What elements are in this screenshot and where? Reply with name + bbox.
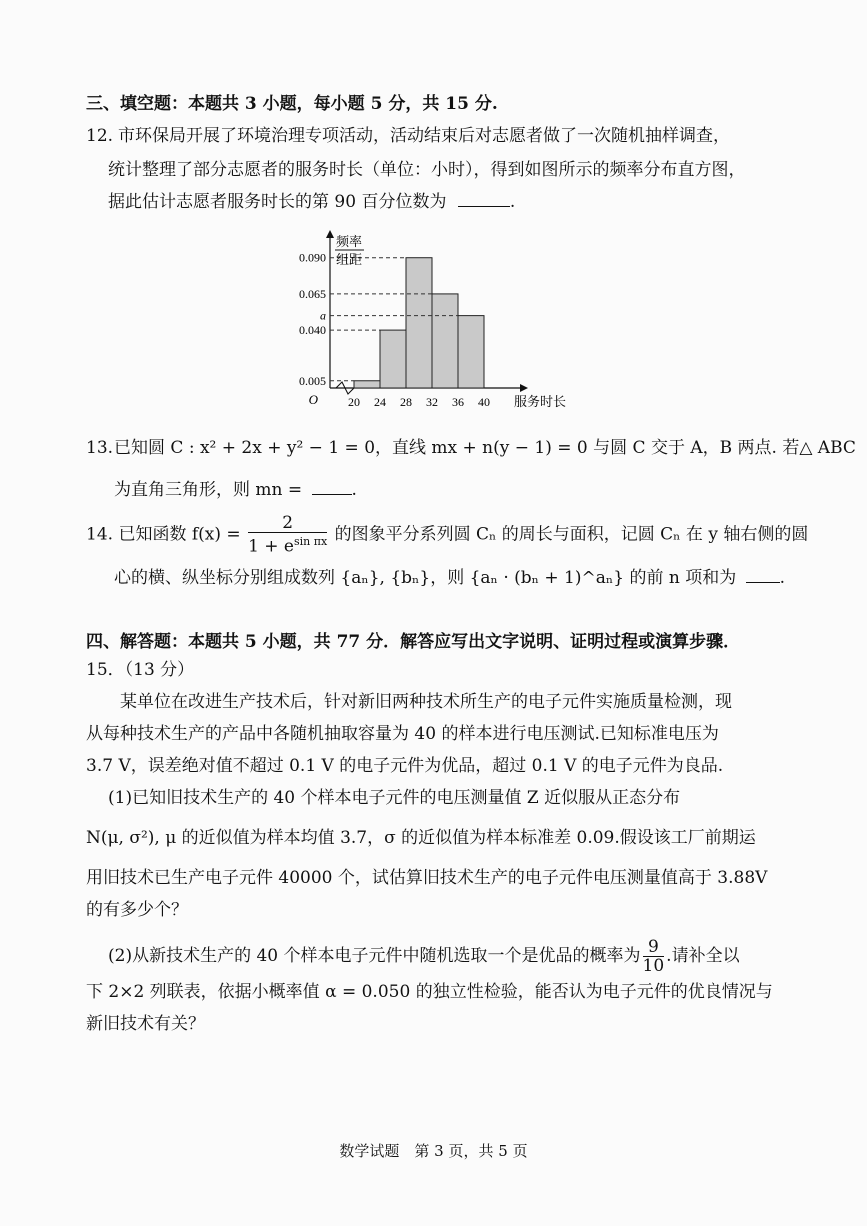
x-tick-labels bbox=[348, 395, 490, 409]
q14-denominator-base: 1 + e bbox=[248, 536, 294, 557]
y-tick-0.065: 0.065 bbox=[299, 286, 326, 301]
q12-line-3-text: 据此估计志愿者服务时长的第 90 百分位数为 bbox=[108, 192, 447, 212]
x-tick-32: 32 bbox=[426, 395, 438, 409]
q14-number: 14. bbox=[86, 524, 114, 545]
q15-probability-fraction bbox=[643, 938, 665, 975]
q13-number: 13. bbox=[86, 438, 114, 458]
q15-paragraph-line-1: 某单位在改进生产技术后，针对新旧两种技术所生产的电子元件实施质量检测，现 bbox=[120, 692, 732, 712]
q15-part-2-line-3: 新旧技术有关？ bbox=[86, 1014, 205, 1034]
q12-line-1: 市环保局开展了环境治理专项活动，活动结束后对志愿者做了一次随机抽样调查， bbox=[118, 126, 730, 146]
y-tick-0.040: 0.040 bbox=[299, 323, 326, 338]
frequency-histogram bbox=[280, 228, 567, 418]
q13-line-2-text: 为直角三角形，则 mn = bbox=[114, 480, 303, 500]
section-4-header: 四、解答题：本题共 5 小题，共 77 分．解答应写出文字说明、证明过程或演算步骤． bbox=[86, 632, 741, 652]
x-tick-36: 36 bbox=[452, 395, 464, 409]
q15-part-2-text-b: .请补全以 bbox=[666, 946, 740, 966]
q15-paragraph-line-3: 3.7 V，误差绝对值不超过 0.1 V 的电子元件为优品，超过 0.1 V 的电子元件为良品. bbox=[86, 756, 724, 776]
q14-fraction-numerator: 2 bbox=[248, 514, 327, 533]
q13-line-2: 为直角三角形，则 mn = . bbox=[114, 480, 357, 500]
q15-title: 15．（13 分） bbox=[86, 660, 195, 680]
q15-part-1-line-2: N(μ, σ²), μ 的近似值为样本均值 3.7，σ 的近似值为样本标准差 0.09.假设该工厂前期运 bbox=[86, 828, 756, 848]
q14-function-lhs: 已知函数 f(x) = bbox=[118, 524, 241, 545]
section-3-header: 三、填空题：本题共 3 小题，每小题 5 分，共 15 分. bbox=[86, 94, 498, 114]
q14-line-2-text: 心的横、纵坐标分别组成数列 {aₙ}, {bₙ}，则 {aₙ · (bₙ + 1)^aₙ} 的前 n 项和为 bbox=[114, 568, 737, 588]
q13-answer-blank[interactable] bbox=[312, 478, 352, 495]
x-tick-24: 24 bbox=[374, 395, 386, 409]
x-tick-40: 40 bbox=[478, 395, 490, 409]
q14-fraction bbox=[248, 514, 327, 556]
y-tick-a: a bbox=[320, 308, 326, 323]
q12-answer-blank[interactable] bbox=[458, 190, 510, 207]
q15-part-1-line-1: (1)已知旧技术生产的 40 个样本电子元件的电压测量值 Z 近似服从正态分布 bbox=[108, 788, 681, 808]
histogram-bar-24-28 bbox=[380, 330, 406, 388]
histogram-bar-32-36 bbox=[432, 294, 458, 388]
y-axis-label-bottom: 组距 bbox=[336, 253, 363, 268]
q14-denominator-exponent: sin πx bbox=[294, 535, 328, 548]
x-axis-arrow bbox=[520, 384, 528, 392]
y-tick-0.090: 0.090 bbox=[299, 250, 326, 265]
y-tick-0.005: 0.005 bbox=[299, 373, 326, 388]
origin-label: O bbox=[308, 392, 318, 407]
y-axis-label-top: 频率 bbox=[336, 235, 363, 250]
q15-fraction-denominator: 10 bbox=[642, 956, 665, 976]
page-footer: 数学试题 第 3 页，共 5 页 bbox=[339, 1142, 528, 1160]
q15-fraction-numerator: 9 bbox=[643, 938, 665, 957]
q15-paragraph-line-2: 从每种技术生产的产品中各随机抽取容量为 40 的样本进行电压测试.已知标准电压为 bbox=[86, 724, 719, 744]
histogram-bar-28-32 bbox=[406, 258, 432, 388]
y-axis-arrow bbox=[326, 230, 334, 238]
histogram-bar-36-40 bbox=[458, 316, 484, 388]
q15-part-1-line-3: 用旧技术已生产电子元件 40000 个，试估算旧技术生产的电子元件电压测量值高于 3.88V bbox=[86, 868, 768, 888]
q12-line-2: 统计整理了部分志愿者的服务时长（单位：小时），得到如图所示的频率分布直方图， bbox=[108, 160, 746, 180]
x-tick-28: 28 bbox=[400, 395, 412, 409]
q15-part-2-line-1 bbox=[108, 934, 740, 978]
histogram-bar-20-24 bbox=[354, 381, 380, 388]
q14-fraction-denominator bbox=[248, 533, 327, 556]
q14-answer-blank[interactable] bbox=[746, 566, 780, 583]
x-axis-label: 服务时长 bbox=[514, 395, 567, 410]
x-tick-20: 20 bbox=[348, 395, 360, 409]
q12-line-3: 据此估计志愿者服务时长的第 90 百分位数为 . bbox=[108, 192, 516, 212]
q14-line-1-rest: 的图象平分系列圆 Cₙ 的周长与面积，记圆 Cₙ 在 y 轴右侧的圆 bbox=[334, 524, 809, 545]
q14-line-1 bbox=[86, 514, 808, 556]
histogram-bars bbox=[354, 258, 484, 388]
q14-line-2: 心的横、纵坐标分别组成数列 {aₙ}, {bₙ}，则 {aₙ · (bₙ + 1)^aₙ} 的前 n 项和为 . bbox=[114, 568, 786, 588]
q15-part-2-line-2: 下 2×2 列联表，依据小概率值 α = 0.050 的独立性检验，能否认为电子元件的优良情况与 bbox=[86, 982, 773, 1002]
q13-line-1: 已知圆 C : x² + 2x + y² − 1 = 0，直线 mx + n(y − 1) = 0 与圆 C 交于 A，B 两点. 若△ ABC bbox=[114, 438, 856, 458]
q12-number: 12. bbox=[86, 126, 114, 146]
q15-part-2-text-a: (2)从新技术生产的 40 个样本电子元件中随机选取一个是优品的概率为 bbox=[108, 946, 641, 966]
q15-part-1-line-4: 的有多少个？ bbox=[86, 900, 188, 920]
y-tick-labels bbox=[299, 251, 326, 388]
